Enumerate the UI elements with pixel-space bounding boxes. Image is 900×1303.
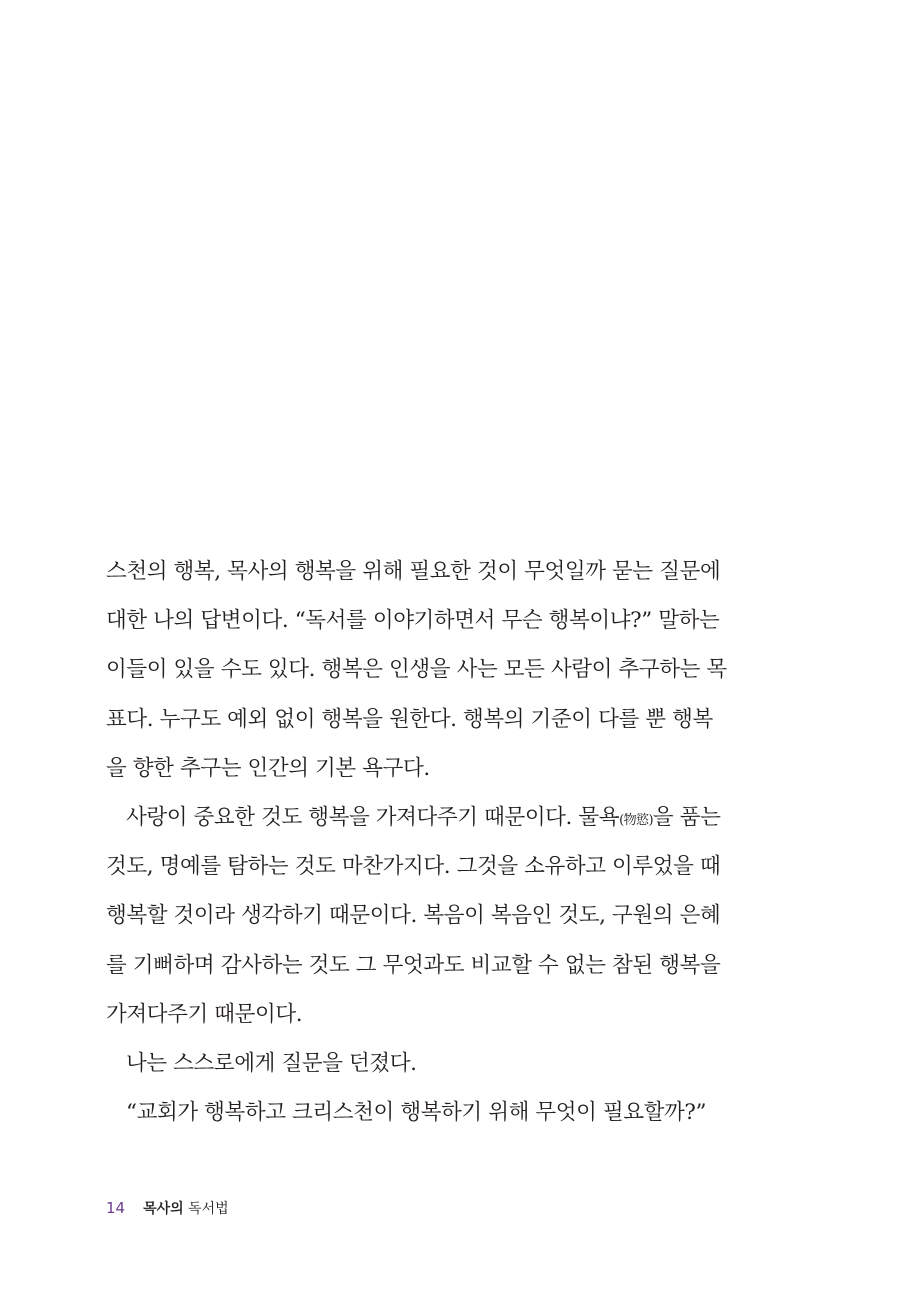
text-line: 스천의 행복, 목사의 행복을 위해 필요한 것이 무엇일까 묻는 질문에	[106, 559, 721, 584]
text-line: 을 향한 추구는 인간의 기본 욕구다.	[106, 755, 430, 781]
text-segment: 사랑이 중요한 것도 행복을 가져다주기 때문이다. 물욕	[126, 804, 620, 830]
text-line: 가져다주기 때문이다.	[106, 1001, 303, 1027]
text-line: 표다. 누구도 예외 없이 행복을 원한다. 행복의 기준이 다를 뿐 행복	[106, 706, 713, 732]
body-text	[106, 547, 746, 1137]
text-line: “교회가 행복하고 크리스천이 행복하기 위해 무엇이 필요할까?”	[126, 1100, 707, 1126]
running-title-rest: 독서법	[183, 1201, 229, 1217]
running-title	[143, 1198, 229, 1218]
text-line: 대한 나의 답변이다. “독서를 이야기하면서 무슨 행복이냐?” 말하는	[106, 608, 720, 634]
text-line	[106, 793, 746, 842]
page-footer	[106, 1198, 229, 1218]
text-line: 행복할 것이라 생각하기 때문이다. 복음이 복음인 것도, 구원의 은혜	[106, 903, 721, 929]
page-number: 14	[106, 1199, 126, 1217]
text-line: 를 기뻐하며 감사하는 것도 그 무엇과도 비교할 수 없는 참된 행복을	[106, 952, 721, 978]
text-line: 나는 스스로에게 질문을 던졌다.	[126, 1050, 417, 1076]
text-line: 것도, 명예를 탐하는 것도 마찬가지다. 그것을 소유하고 이루었을 때	[106, 854, 721, 880]
hanja-annotation: (物慾)	[619, 812, 653, 828]
running-title-bold: 목사의	[143, 1201, 184, 1217]
text-segment: 을 품는	[652, 804, 721, 830]
text-line: 이들이 있을 수도 있다. 행복은 인생을 사는 모든 사람이 추구하는 목	[106, 657, 727, 683]
